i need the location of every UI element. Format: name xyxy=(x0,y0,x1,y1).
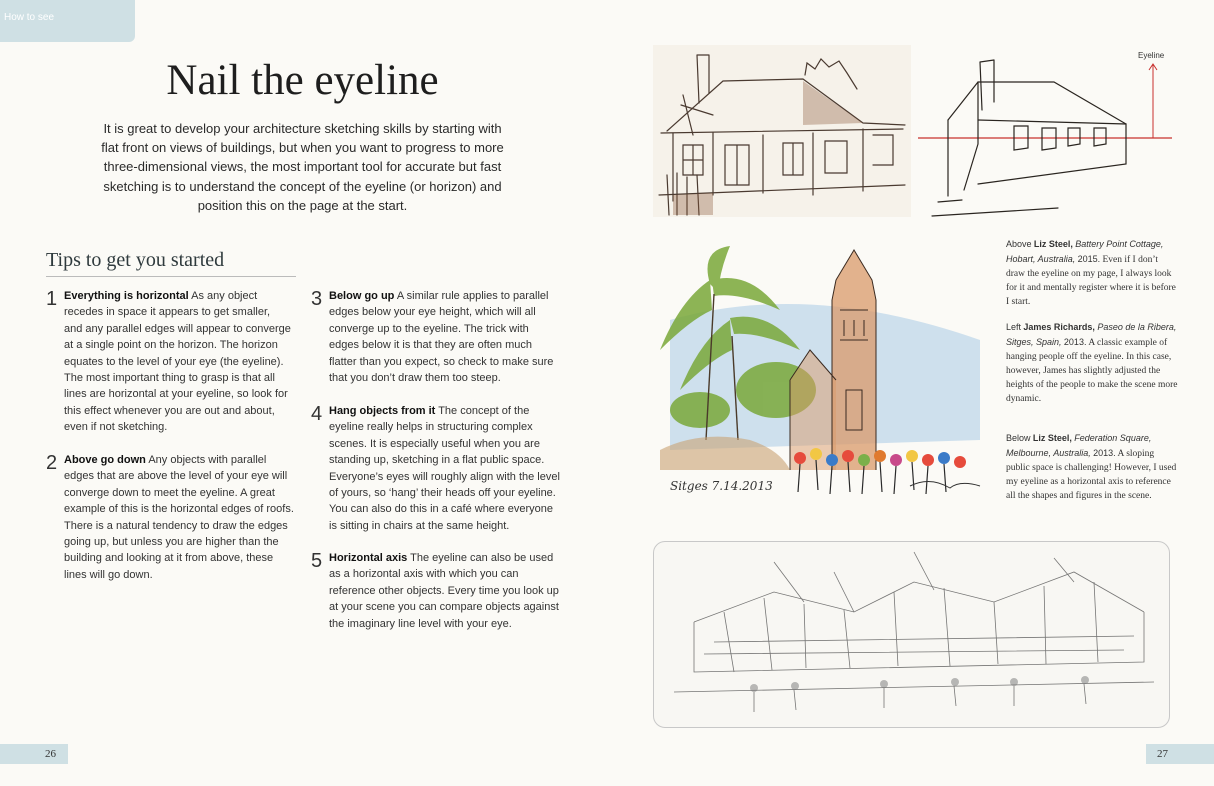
eyeline-label: Eyeline xyxy=(1138,51,1165,60)
caption-above xyxy=(1006,238,1178,310)
caption-left xyxy=(1006,321,1178,406)
sketch-signature: Sitges 7.14.2013 xyxy=(670,479,773,493)
tip-body: The concept of the eyeline really helps in structuring complex scenes. It is especially useful when you are standing up, sketching in a flat public space. Everyone’s eyes will roughly align with the level of yours, so ‘hang’ their heads off your eyeline. You can also do this in a café where everyone is sitting in chairs at the same height. xyxy=(329,405,560,532)
federation-square-sketch-frame xyxy=(653,541,1170,728)
caption-body: A sloping public space is challenging! However, I used my eyeline as a horizontal axis to reference all the shapes and figures in the scene. xyxy=(1006,448,1177,501)
page-title: Nail the eyeline xyxy=(166,57,439,104)
tip-3 xyxy=(311,288,561,386)
tip-body: Any objects with parallel edges that are above the level of your eye will converge down to meet the eyeline. A great example of this is the horizontal edges of roofs. There is a natural tendency to draw the edges going up, but unless you are higher than the building and looking at it from above, these lines will go down. xyxy=(64,454,294,581)
caption-artwork-title: Battery Point Cottage, Hobart, Australia, xyxy=(1006,239,1164,264)
tip-title: Below go up xyxy=(329,290,395,302)
tip-body: The eyeline can also be used as a horizontal axis with which you can reference other objects. Every time you look up at your scene you can compare objects against the imaginary line level with your eye. xyxy=(329,552,559,630)
tip-body: As any object recedes in space it appears to get smaller, and any parallel edges will appear to converge at a single point on the horizon. The horizon equates to the level of your eye (the eyeline). The most important thing to grasp is that all lines are horizontal at your eyeline, so look for this effect whenever you are out and about, even if not sketching. xyxy=(64,290,291,434)
caption-year: 2013. xyxy=(1063,336,1087,347)
caption-artwork-title: Federation Square, Melbourne, Australia, xyxy=(1006,433,1152,458)
caption-artwork-title: Paseo de la Ribera, Sitges, Spain, xyxy=(1006,322,1177,347)
tip-title: Hang objects from it xyxy=(329,405,436,417)
tip-4 xyxy=(311,403,561,534)
cottage-sketch-image xyxy=(653,45,911,217)
tip-number: 2 xyxy=(46,452,58,474)
tip-number: 3 xyxy=(311,288,323,310)
tip-title: Above go down xyxy=(64,454,146,466)
caption-year: 2015. xyxy=(1077,253,1101,264)
caption-position-label: Below xyxy=(1006,433,1031,443)
federation-square-sketch-image xyxy=(654,542,1169,727)
caption-artist: James Richards, xyxy=(1023,322,1095,332)
caption-year: 2013. xyxy=(1093,447,1116,458)
tip-5 xyxy=(311,550,561,632)
tip-2 xyxy=(46,452,296,583)
eyeline-diagram-image xyxy=(918,40,1174,220)
tip-number: 5 xyxy=(311,550,323,572)
caption-artist: Liz Steel, xyxy=(1033,239,1073,249)
page-number-right: 27 xyxy=(1157,748,1168,760)
tip-body: A similar rule applies to parallel edges below your eye height, which will all converge up to the eyeline. The trick with edges below it is that they are often much flatter than you expect, so check to make sure that you don’t draw them too steep. xyxy=(329,290,554,385)
tip-number: 1 xyxy=(46,288,58,310)
tip-1 xyxy=(46,288,291,436)
section-tab xyxy=(0,0,135,42)
caption-position-label: Above xyxy=(1006,239,1032,249)
tips-heading: Tips to get you started xyxy=(46,249,296,277)
caption-artist: Liz Steel, xyxy=(1032,433,1072,443)
caption-position-label: Left xyxy=(1006,322,1022,332)
page-number-left: 26 xyxy=(45,748,56,760)
section-label: How to see xyxy=(4,12,55,23)
tip-title: Horizontal axis xyxy=(329,552,408,564)
caption-body: Even if I don’t draw the eyeline on my page, I always look for it and mentally register where it is before I start. xyxy=(1006,254,1176,307)
sitges-watercolour-image xyxy=(640,240,990,502)
caption-body: A classic example of hanging people off the eyeline. In this case, however, James has slightly adjusted the heights of the people to make the scene more dynamic. xyxy=(1006,337,1178,404)
tip-title: Everything is horizontal xyxy=(64,290,189,302)
tip-number: 4 xyxy=(311,403,323,425)
intro-paragraph: It is great to develop your architecture sketching skills by starting with flat front on views of buildings, but when you want to progress to more three-dimensional views, the most important tool for accurate but fast sketching is to understand the concept of the eyeline (or horizon) and position this on the page at the start. xyxy=(101,121,504,213)
page-number-tab-left xyxy=(0,744,68,764)
caption-below xyxy=(1006,432,1178,504)
